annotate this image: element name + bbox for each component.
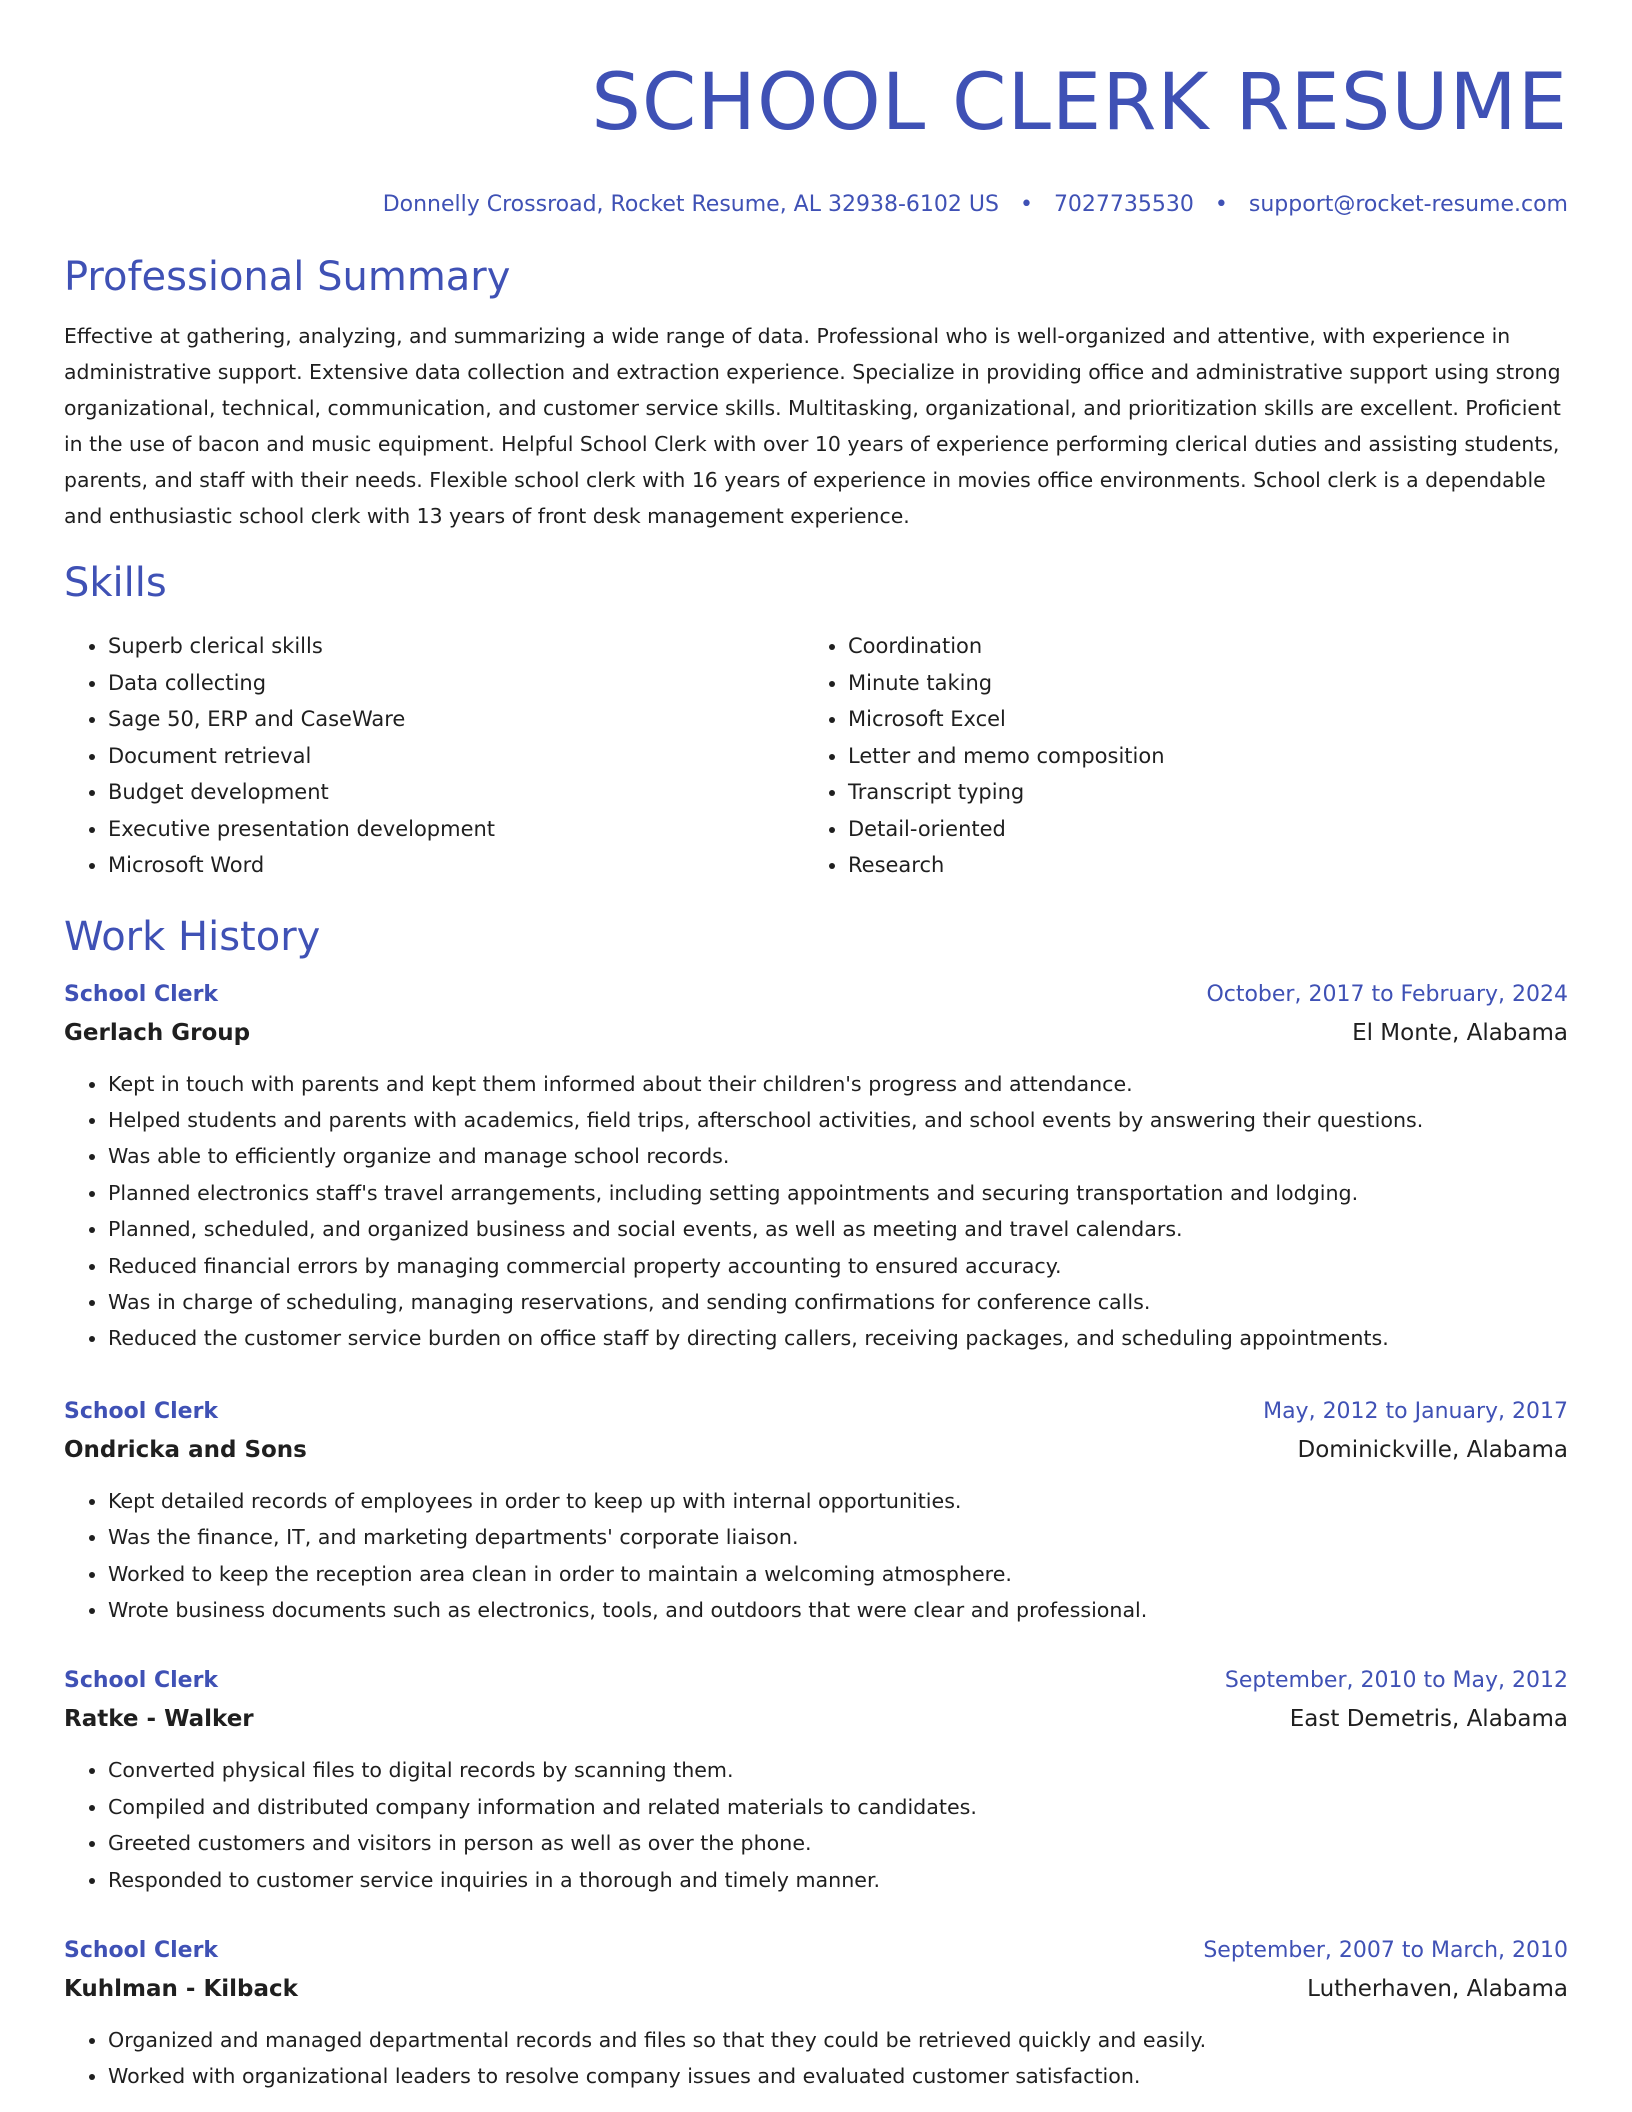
job-entry	[64, 976, 1568, 1357]
job-location: Lutherhaven, Alabama	[1307, 1976, 1568, 2002]
job-bullet: • Organized and managed departmental records and files so that they could be retrieved quickly and easily.	[108, 2022, 1568, 2058]
job-bullet: • Worked to keep the reception area clean in order to maintain a welcoming atmosphere.	[108, 1556, 1568, 1592]
work-history-heading: Work History	[64, 913, 321, 960]
job-bullets	[64, 1752, 1568, 1898]
skill-item: • Research	[848, 847, 1546, 884]
job-title: School Clerk	[64, 1668, 219, 1694]
job-dates: September, 2007 to March, 2010	[1203, 1938, 1568, 1963]
skill-item: • Data collecting	[108, 665, 806, 702]
skill-item: • Transcript typing	[848, 774, 1546, 811]
skill-item: • Microsoft Word	[108, 847, 806, 884]
job-bullet: • Planned, scheduled, and organized business and social events, as well as meeting and travel calendars.	[108, 1211, 1568, 1247]
job-bullet: • Reduced financial errors by managing commercial property accounting to ensured accuracy.	[108, 1248, 1568, 1284]
job-title: School Clerk	[64, 1938, 219, 1963]
job-bullet: • Reduced the customer service burden on office staff by directing callers, receiving packages, and scheduling appointments.	[108, 1320, 1568, 1356]
job-bullets	[64, 1066, 1568, 1357]
job-bullet: • Kept detailed records of employees in order to keep up with internal opportunities.	[108, 1483, 1568, 1519]
job-bullet: • Wrote business documents such as electronics, tools, and outdoors that were clear and professional.	[108, 1592, 1568, 1628]
job-header-row	[64, 976, 1568, 1014]
skill-item: • Document retrieval	[108, 738, 806, 775]
skill-item: • Detail-oriented	[848, 811, 1546, 848]
job-bullet: • Was able to efficiently organize and manage school records.	[108, 1138, 1568, 1174]
skill-item: • Budget development	[108, 774, 806, 811]
job-company-row	[64, 1431, 1568, 1469]
skill-item: • Coordination	[848, 628, 1546, 665]
job-company-row	[64, 1700, 1568, 1738]
contact-address: Donnelly Crossroad, Rocket Resume, AL 32938-6102 US	[382, 192, 999, 217]
job-company: Kuhlman - Kilback	[64, 1976, 298, 2002]
job-bullets	[64, 1483, 1568, 1629]
skills-list	[64, 628, 1568, 884]
resume-page	[64, 0, 1568, 2095]
job-location: East Demetris, Alabama	[1289, 1706, 1568, 1733]
skill-item: • Executive presentation development	[108, 811, 806, 848]
skills-heading: Skills	[64, 560, 167, 606]
contact-separator: •	[1019, 192, 1033, 217]
skill-item: • Sage 50, ERP and CaseWare	[108, 701, 806, 738]
job-dates: May, 2012 to January, 2017	[1263, 1398, 1568, 1424]
job-bullet: • Compiled and distributed company information and related materials to candidates.	[108, 1789, 1568, 1825]
job-bullet: • Planned electronics staff's travel arrangements, including setting appointments and securing transportation and lodging.	[108, 1175, 1568, 1211]
job-company-row	[64, 1014, 1568, 1052]
job-bullets	[64, 2022, 1568, 2095]
job-bullet: • Helped students and parents with academics, field trips, afterschool activities, and school events by answering their questions.	[108, 1102, 1568, 1138]
job-entry	[64, 1393, 1568, 1629]
skills-column-right	[806, 628, 1546, 884]
job-bullet: • Converted physical files to digital records by scanning them.	[108, 1752, 1568, 1788]
skill-item: • Microsoft Excel	[848, 701, 1546, 738]
job-title: School Clerk	[64, 981, 219, 1007]
job-header-row	[64, 1662, 1568, 1700]
contact-separator: •	[1214, 192, 1228, 217]
contact-email[interactable]: support@rocket-resume.com	[1248, 192, 1568, 217]
job-bullet: • Greeted customers and visitors in person as well as over the phone.	[108, 1825, 1568, 1861]
job-dates: September, 2010 to May, 2012	[1224, 1668, 1568, 1694]
job-header-row	[64, 1932, 1568, 1970]
job-location: El Monte, Alabama	[1352, 1019, 1568, 1046]
summary-text: Effective at gathering, analyzing, and summarizing a wide range of data. Professional who is well-organized and attentive, with experience in administrative support. Extensive data collection and extraction experience. Specialize in providing office and administrative support using strong organizational, technical, communication, and customer service skills. Multitasking, organizational, and prioritization skills are excellent. Proficient in the use of bacon and music equipment. Helpful School Clerk with over 10 years of experience performing clerical duties and assisting students, parents, and staff with their needs. Flexible school clerk with 16 years of experience in movies office environments. School clerk is a dependable and enthusiastic school clerk with 13 years of front desk management experience.	[64, 324, 1561, 528]
job-bullet: • Worked with organizational leaders to resolve company issues and evaluated customer satisfaction.	[108, 2058, 1568, 2094]
resume-title: SCHOOL CLERK RESUME	[591, 58, 1568, 148]
job-company-row	[64, 1970, 1568, 2008]
job-header-row	[64, 1393, 1568, 1431]
job-company: Ratke - Walker	[64, 1706, 254, 1733]
skill-item: • Superb clerical skills	[108, 628, 806, 665]
skill-item: • Minute taking	[848, 665, 1546, 702]
job-bullet: • Kept in touch with parents and kept them informed about their children's progress and attendance.	[108, 1066, 1568, 1102]
job-bullet: • Was the finance, IT, and marketing departments' corporate liaison.	[108, 1519, 1568, 1555]
job-company: Gerlach Group	[64, 1019, 251, 1046]
summary-heading: Professional Summary	[64, 254, 511, 300]
job-bullet: • Responded to customer service inquiries in a thorough and timely manner.	[108, 1862, 1568, 1898]
contact-line	[64, 190, 1568, 220]
skills-column-left	[64, 628, 806, 884]
skill-item: • Letter and memo composition	[848, 738, 1546, 775]
job-title: School Clerk	[64, 1398, 219, 1424]
job-bullet: • Was in charge of scheduling, managing reservations, and sending confirmations for conference calls.	[108, 1284, 1568, 1320]
job-dates: October, 2017 to February, 2024	[1206, 981, 1568, 1007]
job-location: Dominickville, Alabama	[1297, 1436, 1568, 1463]
job-company: Ondricka and Sons	[64, 1436, 307, 1463]
contact-phone: 7027735530	[1053, 192, 1194, 217]
job-entry	[64, 1932, 1568, 2095]
job-entry	[64, 1662, 1568, 1898]
